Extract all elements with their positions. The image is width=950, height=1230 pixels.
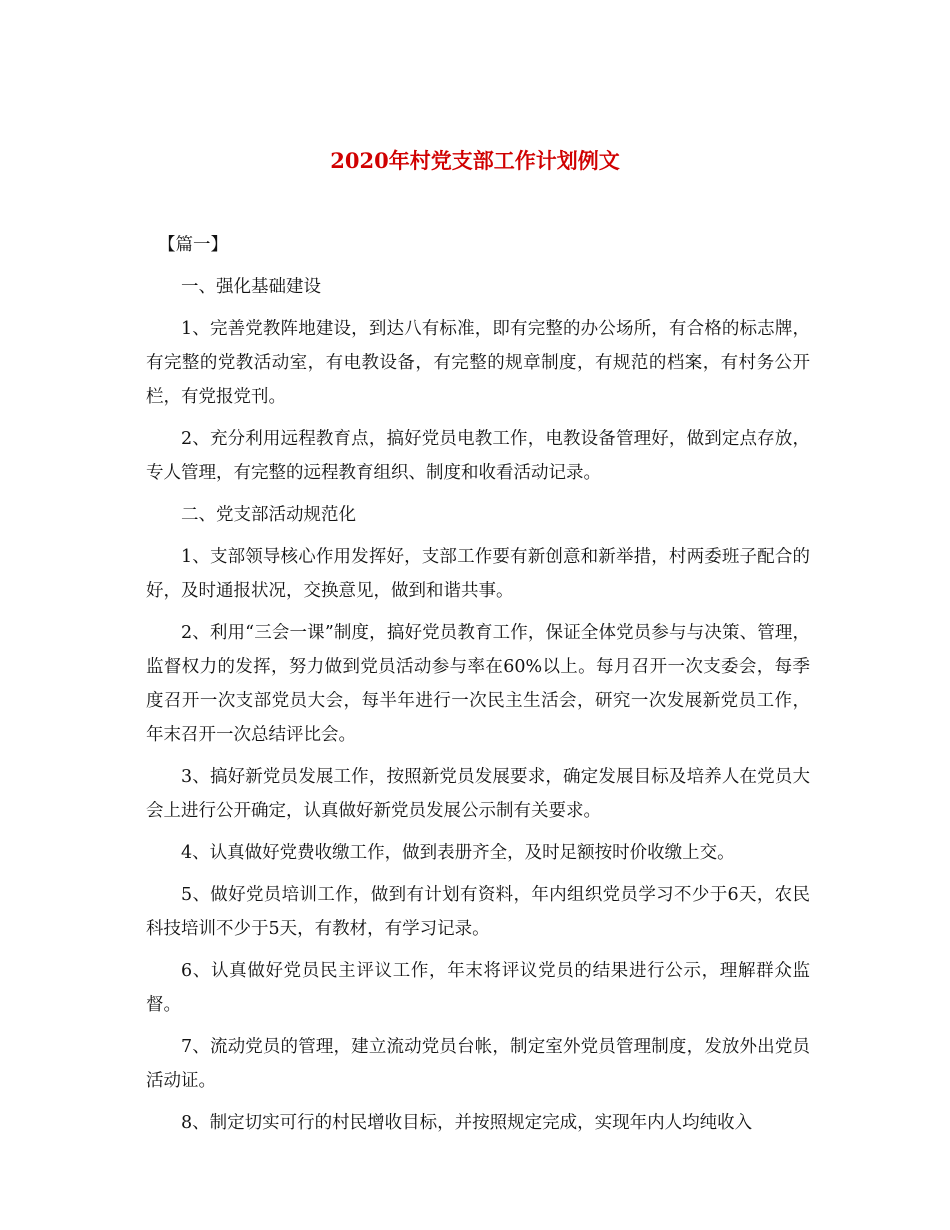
paragraph-item: 1、完善党教阵地建设，到达八有标准，即有完整的办公场所，有合格的标志牌，有完整的党教活动室，有电教设备，有完整的规章制度，有规范的档案，有村务公开栏，有党报党刊。 <box>146 319 810 407</box>
paragraph-item: 2、利用“三会一课”制度，搞好党员教育工作，保证全体党员参与与决策、管理，监督权力的发挥，努力做到党员活动参与率在60%以上。每月召开一次支委会，每季度召开一次支部党员大会，每半年进行一次民主生活会，研究一次发展新党员工作，年末召开一次总结评比会。 <box>146 623 810 745</box>
paragraph-item: 8、制定切实可行的村民增收目标，并按照规定完成，实现年内人均纯收入 <box>181 1113 753 1133</box>
section-label: 【篇一】 <box>158 235 228 255</box>
heading-basic-construction: 一、强化基础建设 <box>181 277 321 297</box>
paragraph-item: 1、支部领导核心作用发挥好，支部工作要有新创意和新举措，村两委班子配合的好，及时通报状况，交换意见，做到和谐共事。 <box>146 547 810 601</box>
paragraph-item: 4、认真做好党费收缴工作，做到表册齐全，及时足额按时价收缴上交。 <box>181 843 735 863</box>
paragraph-item: 3、搞好新党员发展工作，按照新党员发展要求，确定发展目标及培养人在党员大会上进行公开确定，认真做好新党员发展公示制有关要求。 <box>146 767 810 821</box>
paragraph-item: 7、流动党员的管理，建立流动党员台帐，制定室外党员管理制度，发放外出党员活动证。 <box>146 1037 810 1091</box>
paragraph-item: 5、做好党员培训工作，做到有计划有资料，年内组织党员学习不少于6天，农民科技培训不少于5天，有教材，有学习记录。 <box>146 885 810 939</box>
heading-branch-activities: 二、党支部活动规范化 <box>181 505 356 525</box>
paragraph-item: 2、充分利用远程教育点，搞好党员电教工作，电教设备管理好，做到定点存放，专人管理，有完整的远程教育组织、制度和收看活动记录。 <box>146 429 810 483</box>
paragraph-item: 6、认真做好党员民主评议工作，年末将评议党员的结果进行公示，理解群众监督。 <box>146 961 810 1015</box>
document-title: 2020年村党支部工作计划例文 <box>330 148 620 173</box>
document-body <box>146 228 810 1148</box>
